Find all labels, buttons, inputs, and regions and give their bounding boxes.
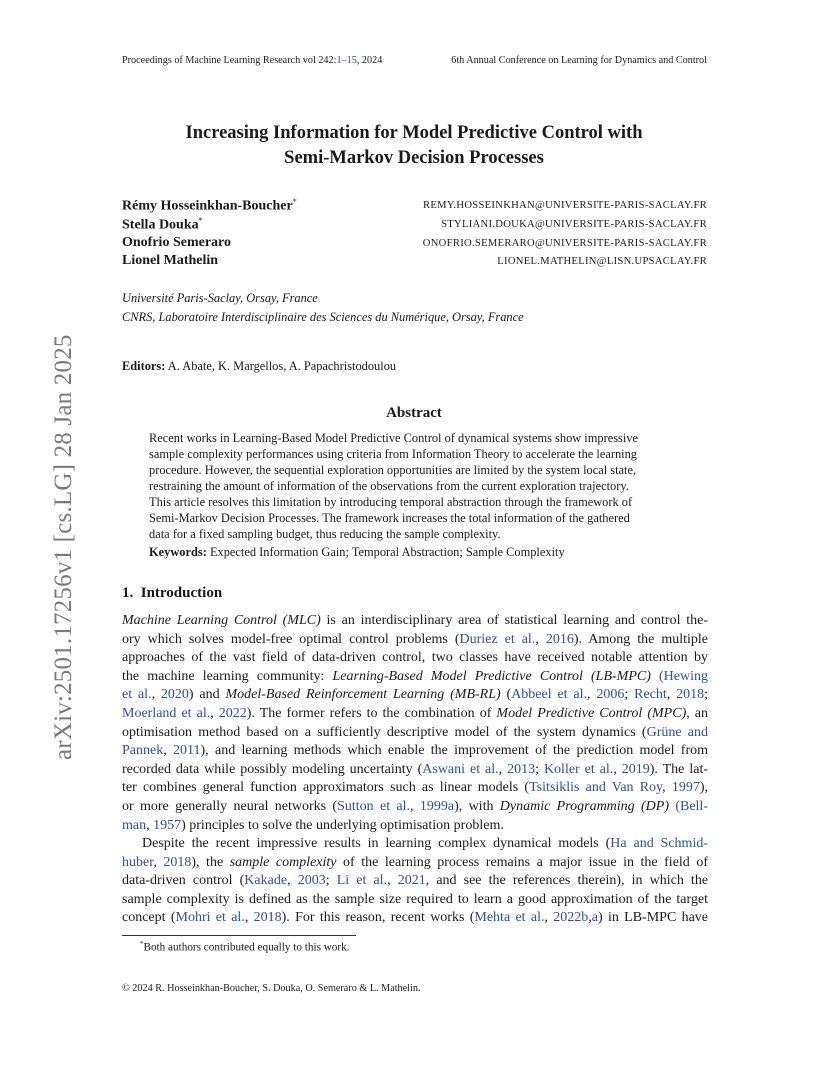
- citation-link[interactable]: Moerland et al.: [122, 705, 211, 721]
- author-email[interactable]: ONOFRIO.SEMERARO@UNIVERSITE-PARIS-SACLAY.FR: [422, 238, 707, 249]
- citation-link[interactable]: 2021: [397, 873, 426, 889]
- citation-link[interactable]: 2013: [507, 761, 536, 777]
- citation-link[interactable]: huber: [122, 854, 154, 870]
- citation-link[interactable]: 2019: [621, 761, 650, 777]
- citation-link[interactable]: Mehta et al.: [474, 910, 545, 926]
- citation-link[interactable]: 2003: [297, 873, 326, 889]
- citation-link[interactable]: (Hewing: [659, 668, 709, 684]
- citation-link[interactable]: 2018: [253, 910, 282, 926]
- citation-link[interactable]: 2011: [173, 743, 201, 759]
- citation-link[interactable]: et al.: [122, 687, 152, 703]
- citation-link[interactable]: 2018: [676, 687, 705, 703]
- footnote-rule: [122, 935, 356, 936]
- editors: Editors: A. Abate, K. Margellos, A. Papachristodoulou: [122, 359, 397, 373]
- citation-link[interactable]: Sutton et al.: [337, 798, 411, 814]
- citation-link[interactable]: a: [591, 910, 598, 926]
- citation-link[interactable]: Ha and Schmid-: [610, 836, 709, 851]
- copyright-line: © 2024 R. Hosseinkhan-Boucher, S. Douka, O. Semeraro & L. Mathelin.: [122, 983, 421, 994]
- citation-link[interactable]: Recht: [634, 687, 667, 703]
- citation-link[interactable]: 2016: [545, 631, 574, 647]
- citation-link[interactable]: Tsitsiklis and Van Roy: [529, 780, 663, 796]
- citation-link[interactable]: Kakade: [244, 873, 288, 889]
- abstract-heading: Abstract: [386, 405, 442, 421]
- author-name: Lionel Mathelin: [122, 253, 219, 268]
- page-range-link[interactable]: 1–15: [336, 55, 357, 66]
- citation-link[interactable]: 1997: [671, 780, 700, 796]
- citation-link[interactable]: man: [122, 817, 147, 833]
- citation-link[interactable]: Li et al.: [336, 873, 388, 889]
- author-email[interactable]: LIONEL.MATHELIN@LISN.UPSACLAY.FR: [497, 256, 707, 267]
- author-name: Rémy Hosseinkhan-Boucher*: [122, 197, 297, 214]
- citation-link[interactable]: 2022: [218, 705, 247, 721]
- intro-paragraph-1: Machine Learning Control (MLC) is an interdisciplinary area of statistical learning and control the- ory which solves model-free optimal control problems (Duriez et al., 2016). Among the multiple approaches of the vast field of data-driven control, two classes have received notable attention by the machine learning community: Learning-Based Model Predictive Control (LB-MPC) (Hewing et al., 2020) and Model-Based Reinforcement Learning (MB-RL) (Abbeel et al., 2006; Recht, 2018; Moerland et al., 2022). The former refers to the combination of Model Predictive Control (MPC), an optimisation method based on a sufficiently descriptive model of the system dynamics (Grüne and Pannek, 2011), and learning methods which enable the improvement of the prediction model from recorded data while possibly modeling uncertainty (Aswani et al., 2013; Koller et al., 2019). The lat- ter combines general function approximators such as linear models (Tsitsiklis and Van Roy, 1997), or more generally neural networks (Sutton et al., 1999a), with Dynamic Programming (DP) (Bell- man, 1957) principles to solve the underlying optimisation problem.: [122, 613, 709, 833]
- citation-link[interactable]: 1957: [153, 817, 182, 833]
- author-name: Onofrio Semeraro: [122, 235, 231, 250]
- author-name: Stella Douka*: [122, 216, 203, 233]
- author-email[interactable]: REMY.HOSSEINKHAN@UNIVERSITE-PARIS-SACLAY.FR: [422, 200, 707, 211]
- citation-link[interactable]: 1999a: [419, 798, 455, 814]
- citation-link[interactable]: Mohri et al.: [175, 910, 245, 926]
- citation-link[interactable]: (Bell-: [675, 798, 708, 814]
- footnote: *Both authors contributed equally to this work.: [140, 940, 350, 954]
- citation-link[interactable]: Grüne and: [646, 724, 708, 740]
- author-email[interactable]: STYLIANI.DOUKA@UNIVERSITE-PARIS-SACLAY.FR: [441, 219, 707, 230]
- citation-link[interactable]: Abbeel et al.: [511, 687, 588, 703]
- running-header-left: Proceedings of Machine Learning Research vol 242:1–15, 2024: [122, 55, 383, 66]
- running-header-right: 6th Annual Conference on Learning for Dynamics and Control: [451, 55, 707, 66]
- citation-link[interactable]: Aswani et al.: [422, 761, 499, 777]
- citation-link[interactable]: Duriez et al.: [459, 631, 536, 647]
- citation-link[interactable]: 2018: [163, 854, 192, 870]
- citation-link[interactable]: Koller et al.: [543, 761, 614, 777]
- citation-link[interactable]: 2020: [160, 687, 189, 703]
- section-heading: 1. Introduction: [122, 585, 223, 601]
- affiliation: CNRS, Laboratoire Interdisciplinaire des Sciences du Numérique, Orsay, France: [122, 310, 524, 324]
- affiliation: Université Paris-Saclay, Orsay, France: [122, 291, 318, 305]
- citation-link[interactable]: 2006: [596, 687, 625, 703]
- paper-title: Increasing Information for Model Predictive Control with Semi-Markov Decision Processes: [185, 123, 643, 168]
- keywords: Keywords: Expected Information Gain; Temporal Abstraction; Sample Complexity: [149, 545, 565, 559]
- citation-link[interactable]: Pannek: [122, 743, 164, 759]
- citation-link[interactable]: 2022b: [553, 910, 589, 926]
- arxiv-stamp: arXiv:2501.17256v1 [cs.LG] 28 Jan 2025: [50, 334, 77, 760]
- abstract-body: Recent works in Learning-Based Model Predictive Control of dynamical systems show impressive sample complexity performances using criteria from Information Theory to accelerate the learning procedure. However, the sequential exploration opportunities are limited by the system local state, restraining the amount of information of the observations from the current exploration trajectory. This article resolves this limitation by introducing temporal abstraction through the framework of Semi-Markov Decision Processes. The framework increases the total information of the gathered data for a fixed sampling budget, thus reducing the sample complexity.: [149, 431, 638, 541]
- intro-paragraph-2: Despite the recent impressive results in learning complex dynamical models (Ha and Schmid- huber, 2018), the sample complexity of the learning process remains a major issue in the field of data-driven control (Kakade, 2003; Li et al., 2021, and see the references therein), in which the sample complexity is defined as the sample size required to learn a good approximation of the target concept (Mohri et al., 2018). For this reason, recent works (Mehta et al., 2022b,a) in LB-MPC have: [122, 836, 709, 926]
